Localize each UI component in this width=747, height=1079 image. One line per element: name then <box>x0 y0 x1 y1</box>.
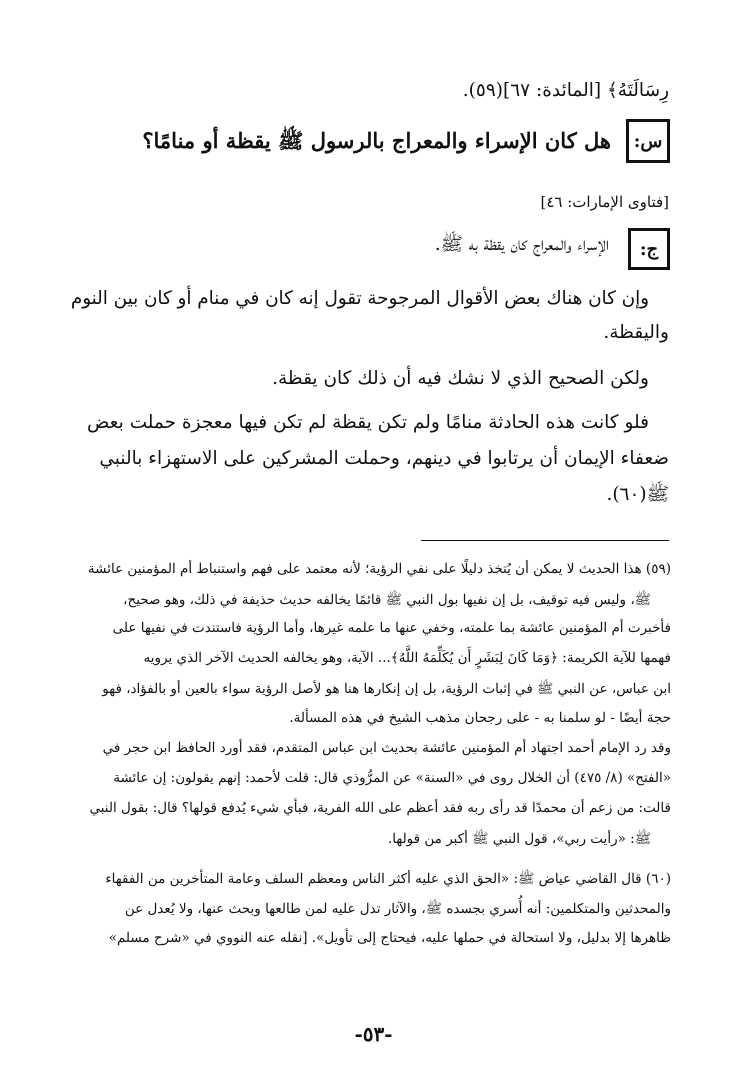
question-text: هل كان الإسراء والمعراج بالرسول ﷺ يقظة أو منامًا؟ <box>142 128 611 153</box>
question-label-box <box>626 119 670 163</box>
page-number: -٥٣- <box>354 1022 393 1046</box>
paragraph3-line: ﷺ(٦٠). <box>606 484 669 505</box>
question-label: س: <box>633 130 663 152</box>
footnote-59-line: ﷺ: «رأيت ربي»، قول النبي ﷺ أكبر من قولها. <box>387 831 651 847</box>
paragraph3-line: فلو كانت هذه الحادثة منامًا ولم تكن يقظة لم تكن فيها معجزة حملت بعض <box>87 412 649 433</box>
footnote-59-line: (٥٩) هذا الحديث لا يمكن أن يُتخذ دليلًا على نفي الرؤية؛ لأنه معتمد على فهم واستنباط أم المؤمنين عائشة <box>87 561 671 577</box>
footnote-59-line: «الفتح» (٨/ ٤٧٥) أن الخلال روى في «السنة» عن المرُّوذي قال: قلت لأحمد: إنهم يقولون: إن عائشة <box>113 770 671 786</box>
footnote-60-line: ظاهرها إلا بدليل، ولا استحالة في حملها عليه، فيحتاج إلى تأويل». [نقله عنه النووي في «شرح مسلم» <box>108 930 671 946</box>
paragraph1-line: وإن كان هناك بعض الأقوال المرجوحة تقول إنه كان في منام أو كان بين النوم <box>70 288 649 309</box>
source-citation: [فتاوى الإمارات: ٤٦] <box>540 193 669 211</box>
footnote-59-line: فأخبرت أم المؤمنين عائشة بما علمته، وخفي عنها ما علمه غيرها، وأما الرؤية فاستندت في نفيها على <box>112 620 671 636</box>
footnote-59-line: قالت: من زعم أن محمدًا قد رأى ربه فقد أعظم على الله الفرية، فبأي شيء يُدفع قولها؟ قال: بقول النبي <box>89 800 671 816</box>
paragraph2-line: ولكن الصحيح الذي لا نشك فيه أن ذلك كان يقظة. <box>272 368 649 389</box>
footnote-59-line: ﷺ، وليس فيه توقيف، بل إن نفيها بول النبي ﷺ قائمًا يخالفه حديث حذيفة في ذلك، وهو صحيح، <box>123 592 651 608</box>
footnote-divider <box>421 540 669 541</box>
answer-label: ج: <box>639 238 659 260</box>
verse-line: رِسَالَتَهُ﴾ [المائدة: ٦٧](٥٩). <box>462 80 669 101</box>
paragraph3-line: ضعفاء الإيمان أن يرتابوا في دينهم، وحملت المشركين على الاستهزاء بالنبي <box>99 448 669 469</box>
footnote-60-line: والمحدثين والمتكلمين: أنه أُسري بجسده ﷺ، والآثار تدل عليه لمن طالعها وبحث عنها، ولا يُعدل عن <box>124 901 671 917</box>
answer-first-line: الإسراء والمعراج كان يقظة به ﷺ. <box>434 234 609 255</box>
footnote-60-line: (٦٠) قال القاضي عياض ﷺ: «الحق الذي عليه أكثر الناس ومعظم السلف وعامة المتأخرين من الفقهاء <box>105 871 671 887</box>
paragraph1-line: واليقظة. <box>603 322 669 343</box>
footnote-59-line: وقد رد الإمام أحمد اجتهاد أم المؤمنين عائشة بحديث ابن عباس المتقدم، فقد أورد الحافظ ابن حجر في <box>102 740 671 756</box>
answer-label-box <box>628 228 670 270</box>
footnote-59-line: فهمها للآية الكريمة: ﴿وَمَا كَانَ لِبَشَرٍ أَن يُكَلِّمَهُ اللَّهُ﴾... الآية، وهو يخالفه الحديث الآخر الذي يرويه <box>143 650 671 666</box>
footnote-59-line: حجة أيضًا - لو سلمنا به - على رجحان مذهب الشيخ في هذه المسألة. <box>289 710 671 726</box>
footnote-59-line: ابن عباس، عن النبي ﷺ في إثبات الرؤية، بل إن إنكارها هنا هو لأصل الرؤية سواء بالعين أو بالفؤاد، فهو <box>102 681 671 697</box>
